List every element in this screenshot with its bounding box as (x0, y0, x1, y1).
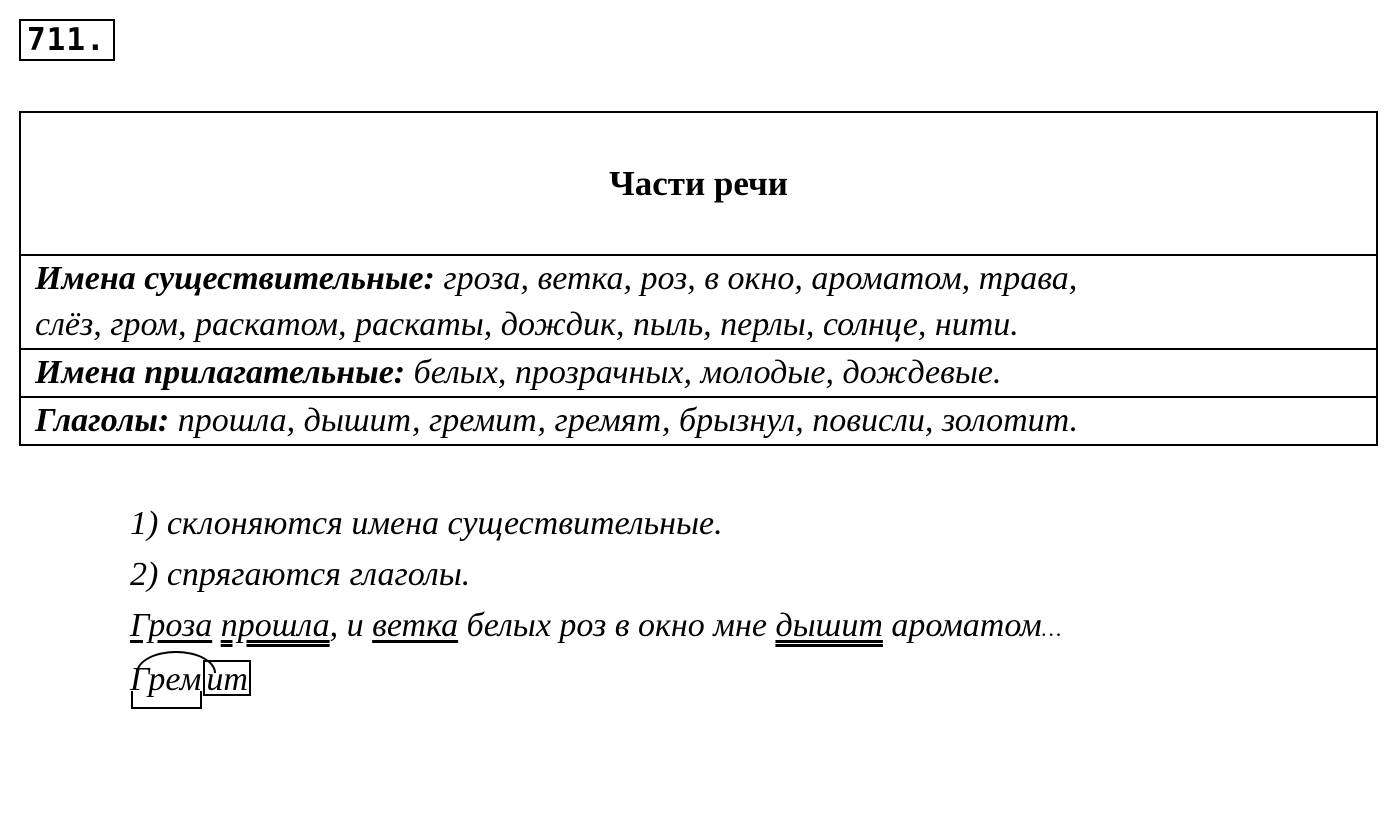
row-words-nouns-line2: слёз, гром, раскатом, раскаты, дождик, пыль, перлы, солнце, нити. (35, 306, 1019, 343)
answers-block (130, 498, 1370, 705)
row-label-nouns: Имена существительные: (35, 260, 435, 297)
answer-line-2: 2) спрягаются глаголы. (130, 556, 471, 593)
sentence-middle: белых роз в окно мне (466, 607, 767, 644)
sentence-tail: ароматом (891, 607, 1042, 644)
table-row-adjectives (20, 349, 1377, 397)
parsed-sentence (130, 600, 1370, 654)
row-words-nouns: гроза, ветка, роз, в окно, ароматом, трава, (443, 260, 1078, 297)
row-label-adjectives: Имена прилагательные: (35, 354, 406, 391)
sentence-ellipsis: … (1041, 616, 1062, 641)
table-cell-verbs (20, 397, 1377, 445)
stem-bracket-mark (131, 691, 202, 709)
subject-1: Гроза (130, 607, 213, 644)
morph-ending-box: ит (203, 660, 251, 696)
exercise-number-value: 711 (27, 22, 86, 58)
exercise-number (19, 19, 115, 61)
exercise-number-suffix: . (86, 22, 106, 58)
answer-line-1: 1) склоняются имена существительные. (130, 505, 723, 542)
sentence-separator: , и (329, 607, 364, 644)
row-words-adjectives: белых, прозрачных, молодые, дождевые. (413, 354, 1002, 391)
row-words-verbs: прошла, дышит, гремит, гремят, брызнул, повисли, золотит. (177, 402, 1079, 439)
morphemic-word (130, 654, 251, 705)
table-cell-adjectives (20, 349, 1377, 397)
table-title: Части речи (20, 112, 1377, 255)
table-row-nouns (20, 255, 1377, 349)
parts-of-speech-table (19, 111, 1378, 446)
morph-line (130, 654, 1370, 705)
table-cell-nouns (20, 255, 1377, 349)
morph-stem (130, 654, 201, 705)
morph-stem-text: Грем (130, 661, 202, 698)
table-row-verbs (20, 397, 1377, 445)
row-label-verbs: Глаголы: (35, 402, 170, 439)
predicate-1: прошла (220, 607, 330, 644)
subject-2: ветка (372, 607, 459, 644)
predicate-2: дышит (775, 607, 883, 644)
